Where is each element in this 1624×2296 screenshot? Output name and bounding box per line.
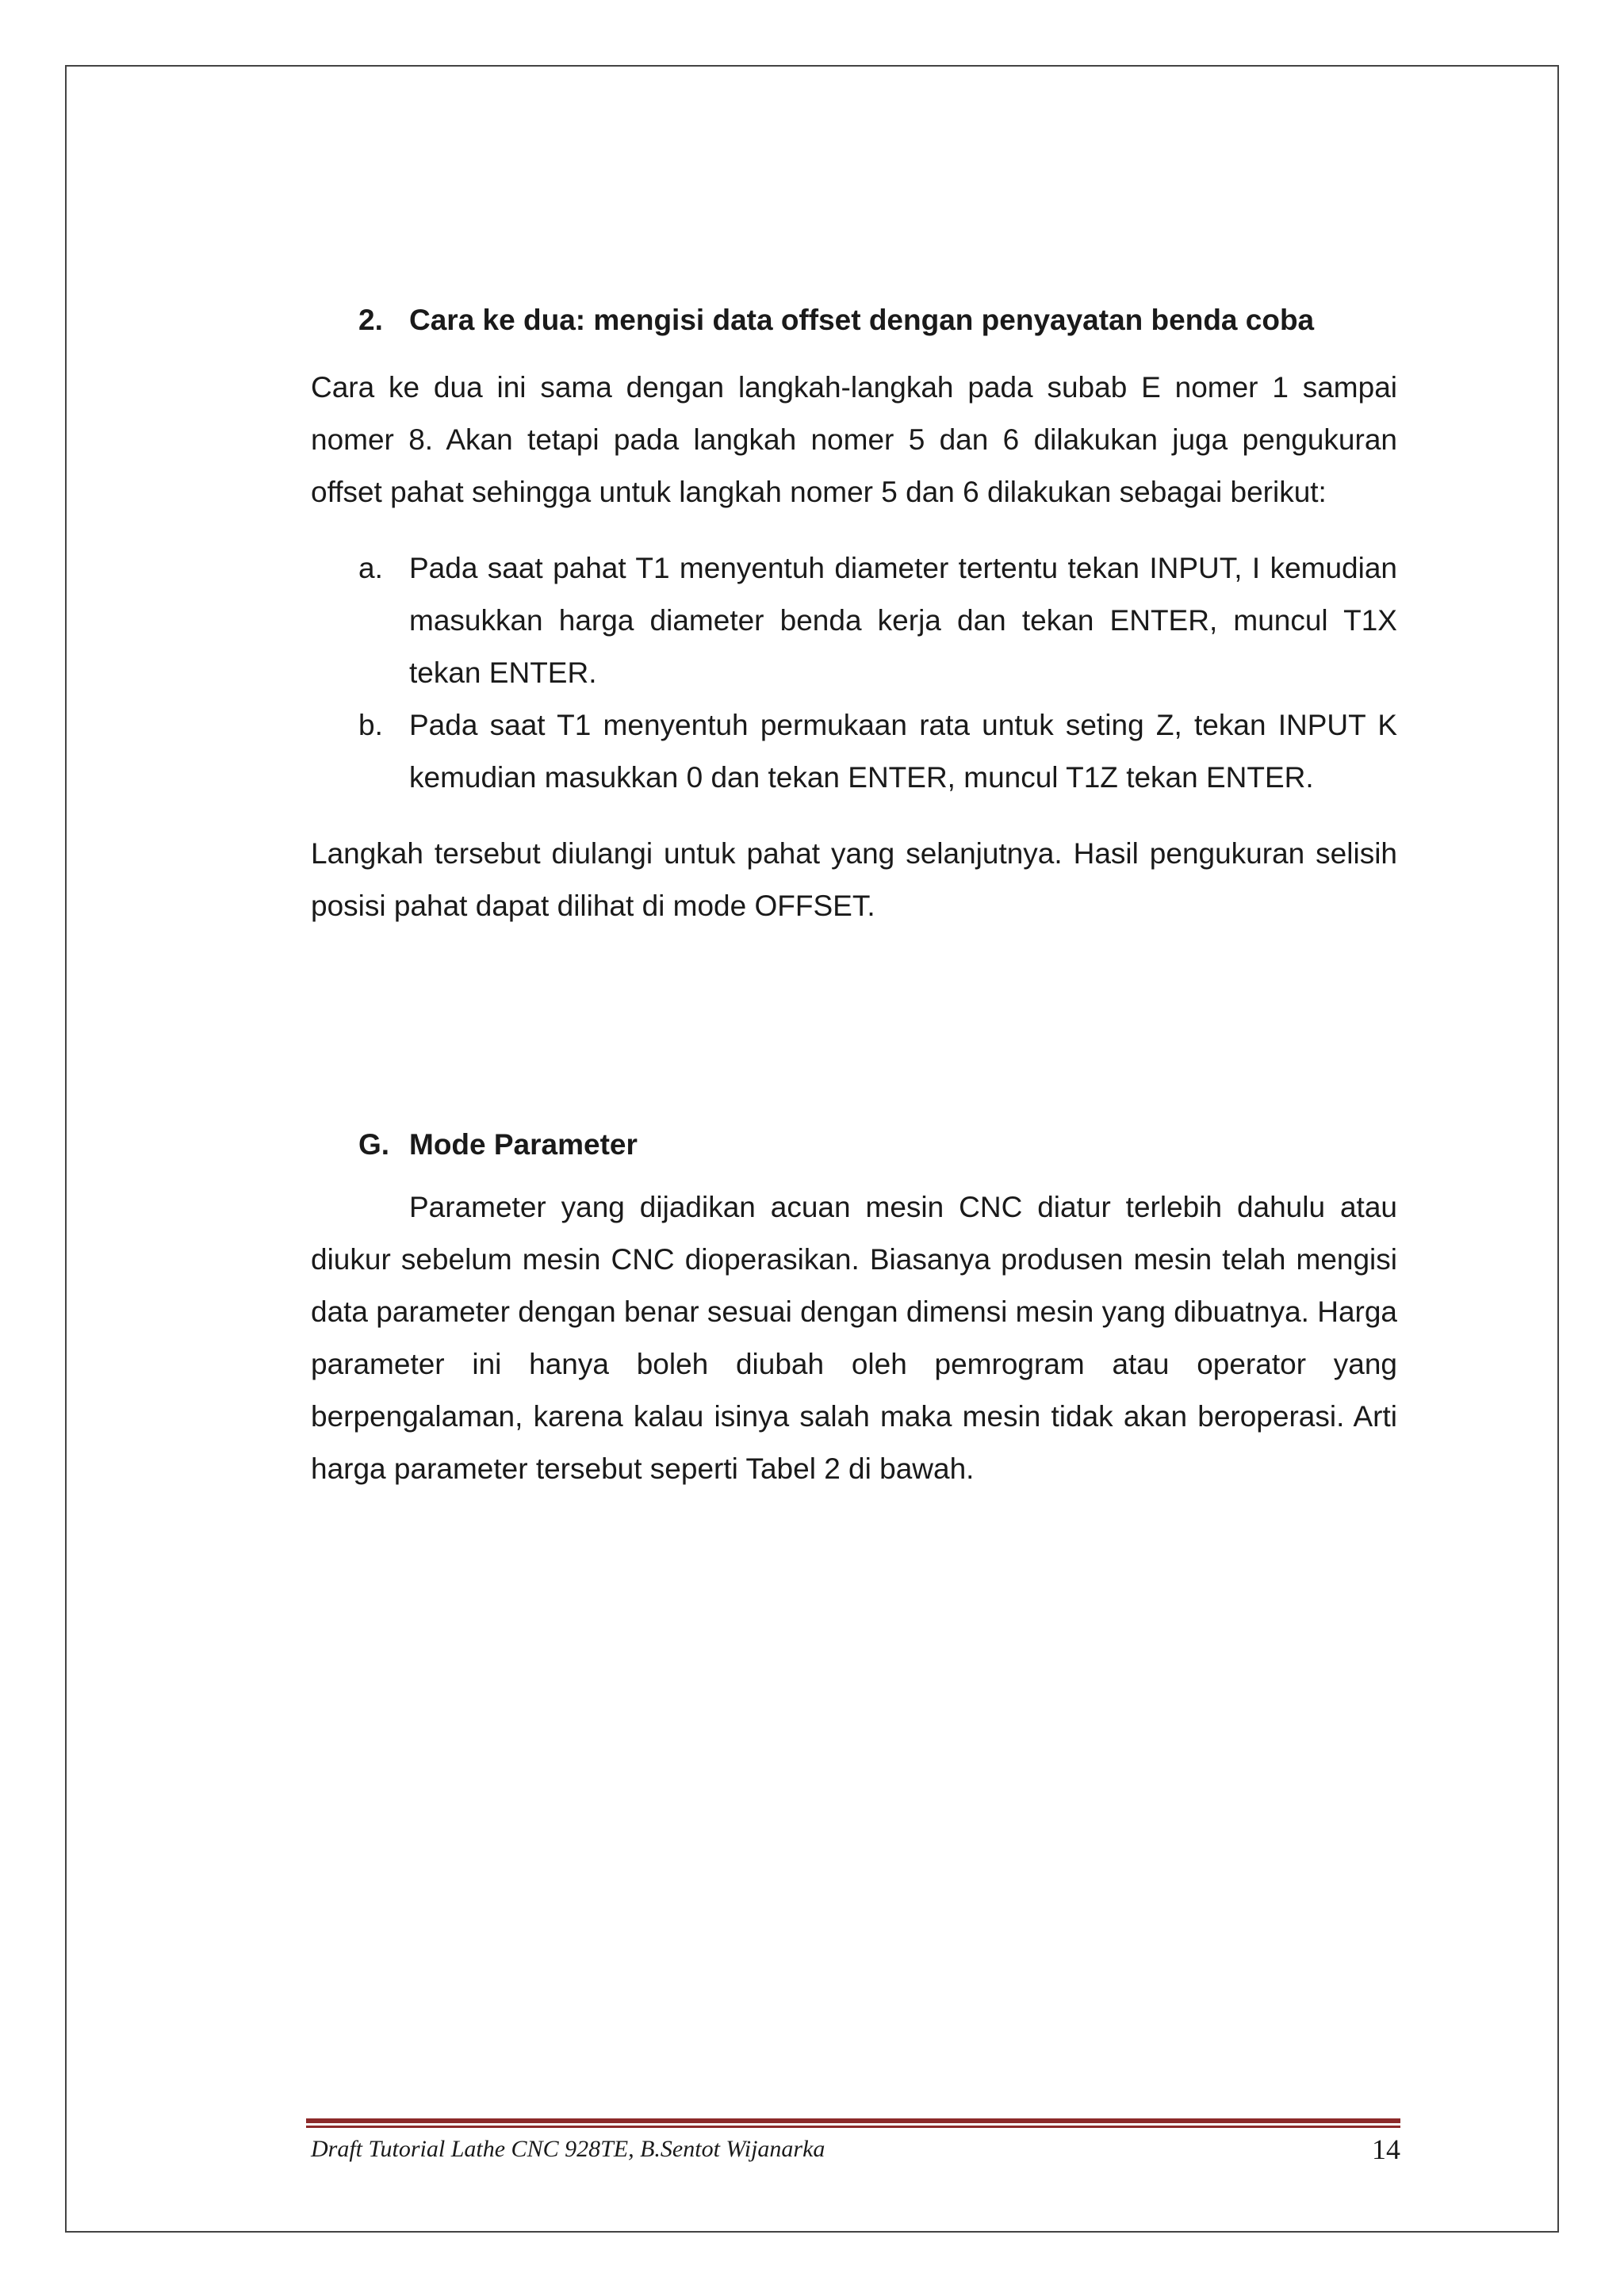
list-marker: a. [358, 552, 383, 584]
section-title: Cara ke dua: mengisi data offset dengan penyayatan benda coba [409, 304, 1315, 336]
footer-text: Draft Tutorial Lathe CNC 928TE, B.Sentot Wijanarka [311, 2136, 825, 2162]
list-text: Pada saat T1 menyentuh permukaan rata untuk seting Z, tekan INPUT K kemudian masukkan 0 dan tekan ENTER, muncul T1Z tekan ENTER. [409, 709, 1397, 794]
list-marker: b. [358, 709, 383, 741]
parameter-paragraph: Parameter yang dijadikan acuan mesin CNC diatur terlebih dahulu atau diukur sebelum mesin CNC dioperasikan. Biasanya produsen mesin telah mengisi data parameter dengan benar sesuai dengan dimensi mesin yang dibuatnya. Harga parameter ini hanya boleh diubah oleh pemrogram atau operator yang berpengalaman, karena kalau isinya salah maka mesin tidak akan beroperasi. Arti harga parameter tersebut seperti Tabel 2 di bawah. [311, 1191, 1397, 1485]
section-title: Mode Parameter [409, 1128, 638, 1161]
section-number: 2. [358, 304, 383, 336]
document-body [311, 301, 1397, 1495]
intro-paragraph: Cara ke dua ini sama dengan langkah-langkah pada subab E nomer 1 sampai nomer 8. Akan tetapi pada langkah nomer 5 dan 6 dilakukan juga pengukuran offset pahat sehingga untuk langkah nomer 5 dan 6 dilakukan sebagai berikut: [311, 371, 1397, 508]
step-list [311, 542, 1397, 804]
section-heading-offset [358, 301, 1397, 339]
section-number: G. [358, 1128, 390, 1161]
list-item [358, 542, 1397, 699]
page-number: 14 [1372, 2133, 1400, 2165]
list-item [358, 699, 1397, 804]
closing-paragraph: Langkah tersebut diulangi untuk pahat yang selanjutnya. Hasil pengukuran selisih posisi pahat dapat dilihat di mode OFFSET. [311, 837, 1397, 922]
list-text: Pada saat pahat T1 menyentuh diameter tertentu tekan INPUT, I kemudian masukkan harga diameter benda kerja dan tekan ENTER, muncul T1X tekan ENTER. [409, 552, 1397, 689]
section-heading-parameter [358, 1126, 1397, 1164]
footer-rule [306, 2118, 1400, 2128]
